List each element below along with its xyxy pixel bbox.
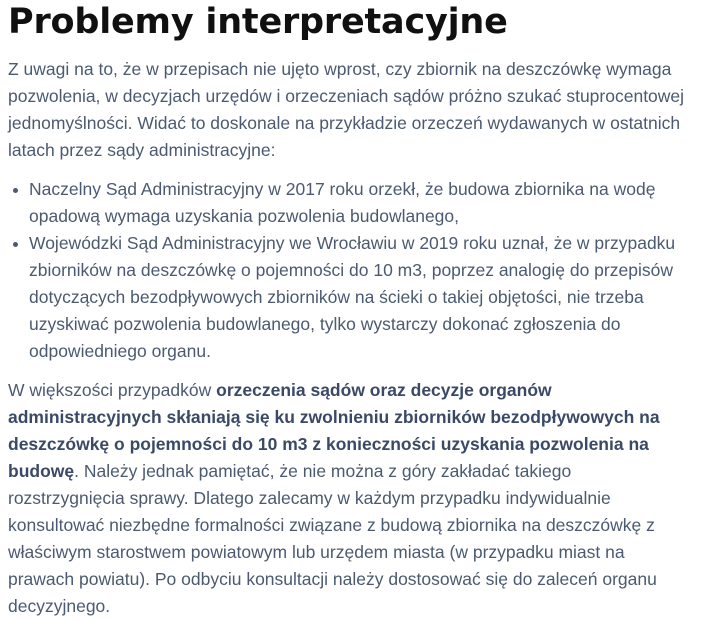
list-item-text: Wojewódzki Sąd Administracyjny we Wrocławiu w 2019 roku uznał, że w przypadku zbiorników na deszczówkę o pojemności do 10 m3, poprzez analogię do przepisów dotyczących bezodpływowych zbiorników na ścieki o takiej objętości, nie trzeba uzyskiwać pozwolenia budowlanego, tylko wystarczy dokonać zgłoszenia do odpowiedniego organu. xyxy=(29,233,676,361)
conclusion-highlight: orzeczenia sądów oraz decyzje organów administracyjnych skłaniają się ku zwolnieniu zbiorników bezodpływowych na deszczówkę o pojemności do 10 m3 z konieczności uzyskania pozwolenia na budowę xyxy=(8,380,660,481)
conclusion-prefix: W większości przypadków xyxy=(8,380,217,400)
conclusion-suffix: . Należy jednak pamiętać, że nie można z góry zakładać takiego rozstrzygnięcia sprawy. Dlatego zalecamy w każdym przypadku indywidualnie konsultować niezbędne formalności związane z budową zbiornika na deszczówkę z właściwym starostwem powiatowym lub urzędem miasta (w przypadku miast na prawach powiatu). Po odbyciu konsultacji należy dostosować się do zaleceń organu decyzyjnego. xyxy=(8,461,657,616)
list-item-text: Naczelny Sąd Administracyjny w 2017 roku orzekł, że budowa zbiornika na wodę opadową wymaga uzyskania pozwolenia budowlanego, xyxy=(29,179,656,226)
bullet-dot-icon xyxy=(13,242,18,247)
bullet-dot-icon xyxy=(13,188,18,193)
list-item xyxy=(29,230,691,365)
rulings-list xyxy=(8,176,691,365)
intro-paragraph: Z uwagi na to, że w przepisach nie ujęto wprost, czy zbiornik na deszczówkę wymaga pozwolenia, w decyzjach urzędów i orzeczeniach sądów próżno szukać stuprocentowej jednomyślności. Widać to doskonale na przykładzie orzeczeń wydawanych w ostatnich latach przez sądy administracyjne: xyxy=(8,59,685,160)
list-item xyxy=(29,176,691,230)
conclusion-paragraph xyxy=(8,377,691,620)
section-heading: Problemy interpretacyjne xyxy=(8,2,508,42)
